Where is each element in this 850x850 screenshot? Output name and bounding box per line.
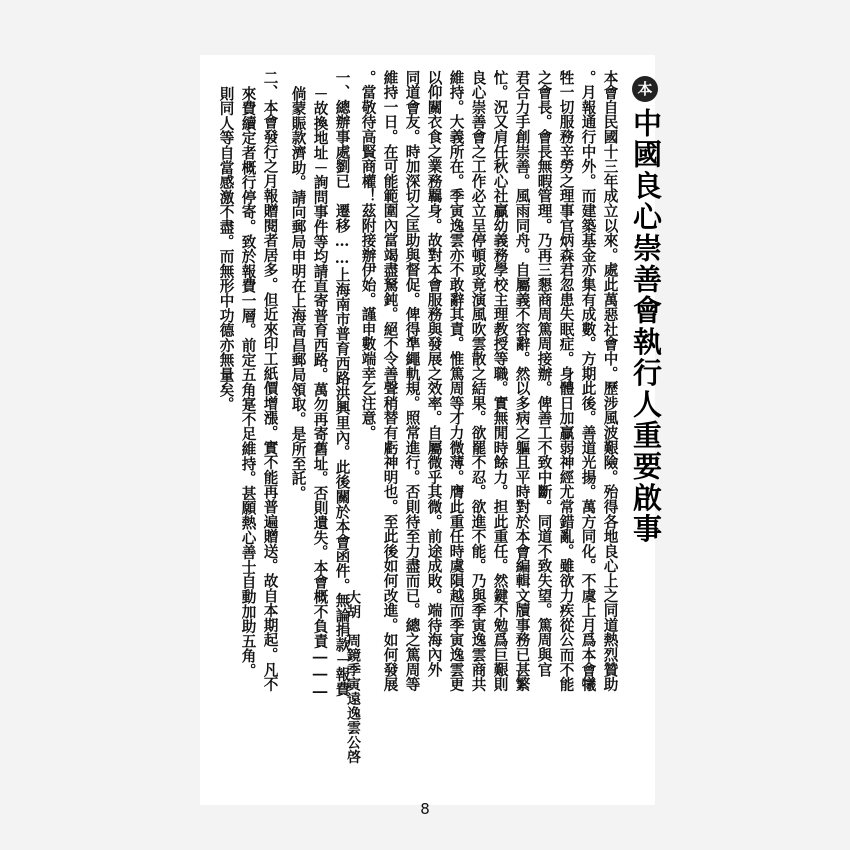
text-column: 君合力手創崇善。風雨同舟。自屬義不容辭。然以多病之軀且平時對於本會編輯文牘事務已甚繁 [513,70,531,692]
text-column: 之會長。會長無暇管理。乃再三懇商周篤周接辦。俾善工不致中斷。同道不致失望。篤周與官 [535,70,553,677]
notice-item-2-cont: 則同人等自當感激不盡。而無形中功德亦無量矣。 [217,86,235,412]
page-number: 8 [420,800,430,818]
notice-item-2-cont: 來費續定者概行停寄。致於報費一層。前定五角寔不足維持。甚願熱心善士自動加助五角。 [239,86,257,678]
text-column: 。當敬待高賢商權！茲附接辦伊始。謹申數端幸乞注意。 [359,70,377,440]
author-signature: 大胡 周鏡季寅遠逸雲公啓 [345,590,361,764]
text-column: 忙。況又肩任秋心社贏幼義務學校主理教授等職。實無閒時餘力。担此重任。然鍵不勉爲巨艱則 [491,70,509,692]
text-column: 以仰關衣食之業務羈身。故對本會服務與發展之效率。自屬微乎其微。前途成敗。端待海內外 [425,70,443,677]
notice-item-1-cont: 倘蒙賑款濟助。請向郵局申明在上海高昌郵局領取。是所至託。 [289,86,307,501]
text-column: 良心崇善會之工作必立呈停頓或竟演風吹雲散之結果。欲罷不忍。欲進不能。乃與季寅逸雲商共 [469,70,487,692]
text-column: 同道會友。時加深切之匡助與督促。俾得準繩軌規。照常進行。否則待至力盡而已。總之篤周等 [403,70,421,692]
notice-item-1: 一、總辦事處劉已 遷移……上海南市普育西路洪興里內。此後關於本會函件。無論捐款－報費 [333,70,351,697]
text-column: 維持一日。在可能範圍內當竭盡駑鈍。絕不令善聲稍替有虧神明也。至此後如何改進。如何發展 [381,70,399,692]
text-column: 牲一切服務辛勞之理事官炳森君忽患失眠症。身體日加贏弱神經尤常錯亂。雖欲力疾從公而不能 [557,70,575,692]
text-column: 。月報通行中外。而建築基金亦集有成數。方期此後。善道光揚。萬方同化。不虞上月爲本會犧 [579,70,597,692]
text-column: 維持。大義所在。季寅逸雲亦不敢辭其責。惟篤周等才力微薄。膺此重任時虞隕越而季寅逸雲更 [447,70,465,692]
seal-mark: 本 [632,76,658,102]
text-column: 本會自民國十三年成立以來。處此萬惡社會中。歷涉風波艱險。殆得各地良心上之同道熱烈贊助 [601,70,619,692]
page-title: 中國良心崇善會執行人重要啟事 [629,108,663,545]
notice-item-1-cont: －故換地址－詢問事件等均請直寄普育西路。萬勿再寄舊址。否則遺失。本會概不負責――― [311,86,329,700]
notice-item-2: 二、本會發行之月報贈閱者居多。但近來印工紙價增漲。實不能再普遍贈送。故自本期起。凡不 [261,70,279,692]
